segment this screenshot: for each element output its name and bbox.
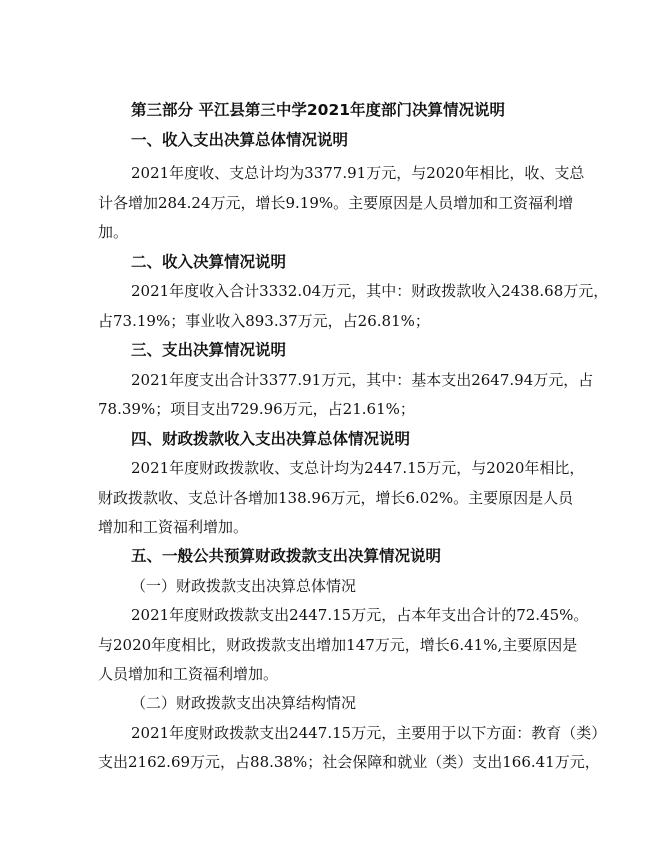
section-heading-1: 一、收入支出决算总体情况说明 [131, 131, 349, 149]
paragraph-line: 财政拨款收、支总计各增加138.96万元，增长6.02%。主要原因是人员 [98, 489, 574, 507]
paragraph-line: 计各增加284.24万元，增长9.19%。主要原因是人员增加和工资福利增 [98, 194, 574, 212]
section-heading-5: 五、一般公共预算财政拨款支出决算情况说明 [131, 547, 442, 565]
paragraph-line: 78.39%；项目支出729.96万元，占21.61%； [98, 400, 415, 418]
section-heading-2: 二、收入决算情况说明 [131, 253, 287, 271]
paragraph-line: 2021年度财政拨款收、支总计均为2447.15万元，与2020年相比， [131, 459, 585, 477]
section-heading-4: 四、财政拨款收入支出决算总体情况说明 [131, 430, 411, 448]
paragraph-line: 2021年度收、支总计均为3377.91万元，与2020年相比，收、支总 [131, 164, 585, 182]
document-title: 第三部分 平江县第三中学2021年度部门决算情况说明 [131, 101, 506, 119]
paragraph-line: 加。 [98, 223, 129, 241]
paragraph-line: 2021年度财政拨款支出2447.15万元，主要用于以下方面：教育（类） [131, 724, 607, 742]
paragraph-line: 增加和工资福利增加。 [98, 518, 249, 536]
paragraph-line: 人员增加和工资福利增加。 [98, 665, 279, 683]
subsection-heading-2: （二）财政拨款支出决算结构情况 [131, 694, 357, 712]
subsection-heading-1: （一）财政拨款支出决算总体情况 [131, 577, 357, 595]
paragraph-line: 与2020年度相比，财政拨款支出增加147万元，增长6.41%,主要原因是 [98, 636, 578, 654]
paragraph-line: 占73.19%；事业收入893.37万元，占26.81%； [98, 312, 430, 330]
paragraph-line: 2021年度支出合计3377.91万元，其中：基本支出2647.94万元，占 [131, 371, 594, 389]
paragraph-line: 2021年度财政拨款支出2447.15万元，占本年支出合计的72.45%。 [131, 606, 589, 624]
section-heading-3: 三、支出决算情况说明 [131, 341, 287, 359]
paragraph-line: 支出2162.69万元，占88.38%；社会保障和就业（类）支出166.41万元， [98, 753, 600, 771]
paragraph-line: 2021年度收入合计3332.04万元，其中：财政拨款收入2438.68万元， [131, 282, 609, 300]
